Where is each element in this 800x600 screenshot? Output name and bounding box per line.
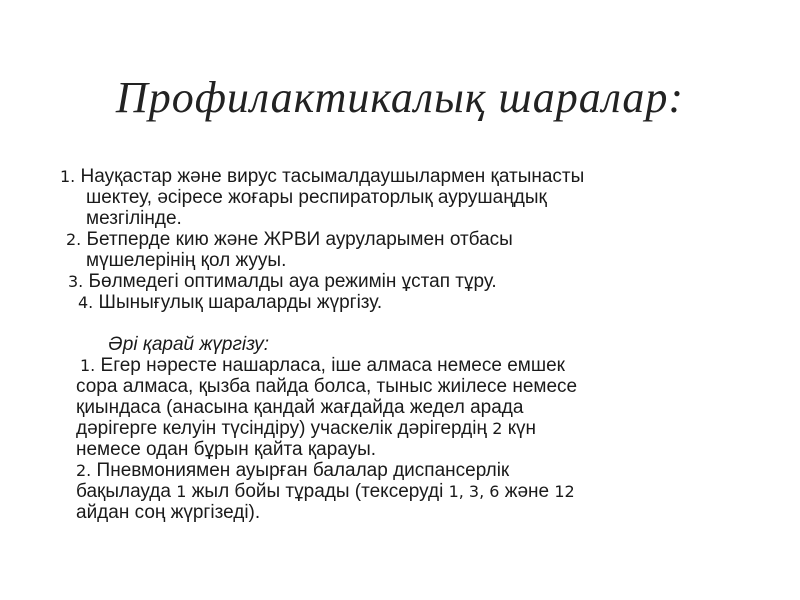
list-item bbox=[60, 460, 760, 523]
inline-number: 1 bbox=[176, 482, 187, 501]
slide-body bbox=[60, 166, 760, 523]
list-item bbox=[60, 166, 760, 229]
list-text: немесе одан бұрын қайта қарауы. bbox=[76, 439, 377, 460]
inline-number: 2 bbox=[492, 419, 503, 438]
list-text: шектеу, әсіресе жоғары респираторлық аурушаңдық bbox=[86, 187, 547, 208]
list-item bbox=[60, 292, 760, 313]
list-item bbox=[60, 355, 760, 460]
list-text: бақылауда bbox=[76, 481, 177, 502]
list-text: дәрігерге келуін түсіндіру) учаскелік дәрігердің bbox=[76, 418, 493, 439]
slide-title: Профилактикалық шаралар: bbox=[115, 73, 685, 122]
list-item bbox=[60, 229, 760, 271]
list-number: 1. bbox=[60, 167, 76, 186]
list-text: Пневмониямен ауырған балалар диспансерлік bbox=[91, 460, 510, 481]
list-text: және bbox=[499, 481, 555, 502]
list-number: 2. bbox=[76, 461, 92, 480]
inline-number: 12 bbox=[554, 482, 575, 501]
list-number: 2. bbox=[66, 230, 82, 249]
subheading: Әрі қарай жүргізу: bbox=[108, 334, 270, 355]
list-text: қиындаса (анасына қандай жағдайда жедел арада bbox=[76, 397, 524, 418]
list-text: мүшелерінің қол жууы. bbox=[86, 250, 287, 271]
list-text: жыл бойы тұрады (тексеруді bbox=[186, 481, 449, 502]
list-text: Егер нәресте нашарласа, іше алмаса немесе емшек bbox=[95, 355, 565, 376]
list-text: күн bbox=[502, 418, 537, 439]
list-text: Науқастар және вирус тасымалдаушылармен қатынасты bbox=[75, 166, 585, 187]
list-text: сора алмаса, қызба пайда болса, тыныс жиілесе немесе bbox=[76, 376, 578, 397]
list-text: Бөлмедегі оптималды ауа режимін ұстап тұру. bbox=[83, 271, 497, 292]
inline-number: 1, 3, 6 bbox=[448, 482, 500, 501]
list-number: 3. bbox=[68, 272, 84, 291]
list-number: 1. bbox=[80, 356, 96, 375]
list-number: 4. bbox=[78, 293, 94, 312]
list-text: айдан соң жүргізеді). bbox=[76, 502, 261, 523]
list-text: Бетперде кию және ЖРВИ ауруларымен отбасы bbox=[81, 229, 513, 250]
list-text: Шынығулық шараларды жүргізу. bbox=[93, 292, 383, 313]
list-item bbox=[60, 271, 760, 292]
list-text: мезгілінде. bbox=[86, 208, 182, 229]
